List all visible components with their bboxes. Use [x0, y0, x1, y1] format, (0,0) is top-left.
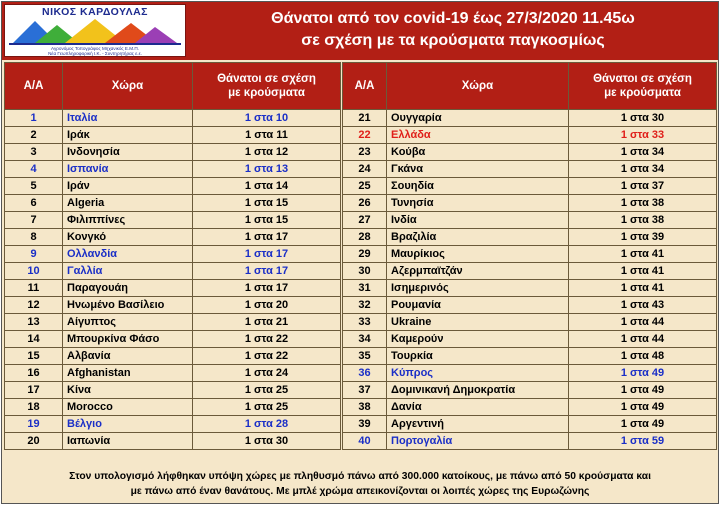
cell-ratio: 1 στα 15 [193, 212, 341, 229]
column-header-id: Α/Α [343, 63, 387, 110]
column-header-country: Χώρα [387, 63, 569, 110]
cell-ratio: 1 στα 28 [193, 416, 341, 433]
cell-ratio: 1 στα 13 [193, 161, 341, 178]
page-subtitle: σε σχέση με τα κρούσματα παγκοσμίως [301, 32, 605, 49]
cell-ratio: 1 στα 17 [193, 229, 341, 246]
cell-ratio: 1 στα 10 [193, 110, 341, 127]
cell-country: Τουρκία [387, 348, 569, 365]
column-header-ratio: Θάνατοι σε σχέση με κρούσματα [193, 63, 341, 110]
table-row [5, 382, 341, 399]
cell-country: Ιράκ [63, 127, 193, 144]
cell-ratio: 1 στα 14 [193, 178, 341, 195]
cell-country: Ισημερινός [387, 280, 569, 297]
cell-ratio: 1 στα 39 [569, 229, 717, 246]
cell-ratio: 1 στα 22 [193, 348, 341, 365]
cell-country: Ιταλία [63, 110, 193, 127]
page-title: Θάνατοι από τον covid-19 έως 27/3/2020 11.45ω [271, 10, 635, 27]
cell-country: Algeria [63, 195, 193, 212]
cell-country: Αζερμπαϊτζάν [387, 263, 569, 280]
cell-id: 18 [5, 399, 63, 416]
table-row [343, 433, 717, 450]
cell-id: 13 [5, 314, 63, 331]
cell-ratio: 1 στα 34 [569, 161, 717, 178]
cell-ratio: 1 στα 21 [193, 314, 341, 331]
table-row [5, 433, 341, 450]
cell-id: 39 [343, 416, 387, 433]
cell-id: 19 [5, 416, 63, 433]
cell-country: Ρουμανία [387, 297, 569, 314]
cell-country: Μαυρίκιος [387, 246, 569, 263]
table-row [343, 263, 717, 280]
cell-country: Κίνα [63, 382, 193, 399]
table-row [343, 365, 717, 382]
infographic-frame [1, 1, 719, 504]
footnote [4, 469, 716, 499]
cell-ratio: 1 στα 59 [569, 433, 717, 450]
cell-ratio: 1 στα 48 [569, 348, 717, 365]
cell-ratio: 1 στα 17 [193, 263, 341, 280]
cell-id: 29 [343, 246, 387, 263]
cell-id: 10 [5, 263, 63, 280]
cell-id: 8 [5, 229, 63, 246]
cell-id: 5 [5, 178, 63, 195]
cell-id: 15 [5, 348, 63, 365]
cell-ratio: 1 στα 49 [569, 416, 717, 433]
ranking-table-left [4, 62, 341, 450]
table-body-left [5, 110, 341, 450]
cell-id: 7 [5, 212, 63, 229]
cell-country: Ιράν [63, 178, 193, 195]
cell-id: 32 [343, 297, 387, 314]
cell-ratio: 1 στα 20 [193, 297, 341, 314]
cell-id: 34 [343, 331, 387, 348]
logo-subtitle-2: Νέα Γεωπληροφορική Ι.Κ. - Συντηρητήρας ε.ε. [48, 51, 142, 56]
cell-id: 23 [343, 144, 387, 161]
table-row [5, 195, 341, 212]
table-row [343, 246, 717, 263]
cell-country: Κύπρος [387, 365, 569, 382]
cell-ratio: 1 στα 11 [193, 127, 341, 144]
cell-country: Βέλγιο [63, 416, 193, 433]
cell-id: 31 [343, 280, 387, 297]
table-row [343, 161, 717, 178]
cell-id: 3 [5, 144, 63, 161]
table-row [5, 229, 341, 246]
logo-subtitle: Αγρονόμος Τοπογράφος Μηχανικός Ε.Μ.Π. [51, 46, 139, 51]
cell-ratio: 1 στα 49 [569, 399, 717, 416]
cell-country: Αλβανία [63, 348, 193, 365]
cell-ratio: 1 στα 30 [193, 433, 341, 450]
cell-country: Κούβα [387, 144, 569, 161]
cell-id: 26 [343, 195, 387, 212]
cell-ratio: 1 στα 25 [193, 399, 341, 416]
cell-country: Παραγουάη [63, 280, 193, 297]
table-row [5, 246, 341, 263]
table-row [343, 331, 717, 348]
cell-country: Αργεντινή [387, 416, 569, 433]
table-row [5, 144, 341, 161]
cell-id: 11 [5, 280, 63, 297]
cell-ratio: 1 στα 41 [569, 280, 717, 297]
cell-country: Κονγκό [63, 229, 193, 246]
cell-ratio: 1 στα 43 [569, 297, 717, 314]
logo-name: ΝΙΚΟΣ ΚΑΡΔΟΥΛΑΣ [42, 6, 148, 18]
cell-id: 16 [5, 365, 63, 382]
table-header-row [5, 63, 341, 110]
cell-country: Ηνωμένο Βασίλειο [63, 297, 193, 314]
cell-ratio: 1 στα 49 [569, 365, 717, 382]
author-logo [4, 4, 186, 57]
cell-ratio: 1 στα 33 [569, 127, 717, 144]
cell-id: 30 [343, 263, 387, 280]
cell-ratio: 1 στα 12 [193, 144, 341, 161]
cell-id: 6 [5, 195, 63, 212]
table-row [343, 297, 717, 314]
table-row [5, 416, 341, 433]
table-row [5, 178, 341, 195]
cell-ratio: 1 στα 30 [569, 110, 717, 127]
table-row [5, 212, 341, 229]
cell-ratio: 1 στα 44 [569, 314, 717, 331]
footnote-line-2: με πάνω από έναν θανάτους. Με μπλέ χρώμα απεικονίζονται οι λοιπές χώρες της Ευρωζώνης [130, 486, 590, 497]
cell-country: Afghanistan [63, 365, 193, 382]
table-row [5, 365, 341, 382]
cell-ratio: 1 στα 41 [569, 246, 717, 263]
table-row [343, 314, 717, 331]
cell-id: 27 [343, 212, 387, 229]
cell-id: 38 [343, 399, 387, 416]
table-row [5, 127, 341, 144]
table-row [343, 348, 717, 365]
table-row [343, 110, 717, 127]
cell-country: Morocco [63, 399, 193, 416]
table-row [343, 178, 717, 195]
cell-id: 17 [5, 382, 63, 399]
table-row [5, 297, 341, 314]
cell-ratio: 1 στα 25 [193, 382, 341, 399]
table-row [343, 399, 717, 416]
cell-country: Βραζιλία [387, 229, 569, 246]
cell-id: 35 [343, 348, 387, 365]
cell-ratio: 1 στα 44 [569, 331, 717, 348]
cell-id: 22 [343, 127, 387, 144]
cell-id: 1 [5, 110, 63, 127]
table-row [5, 348, 341, 365]
cell-country: Μπουρκίνα Φάσο [63, 331, 193, 348]
table-row [343, 212, 717, 229]
cell-country: Ολλανδία [63, 246, 193, 263]
table-body-right [343, 110, 717, 450]
cell-country: Ukraine [387, 314, 569, 331]
cell-country: Τυνησία [387, 195, 569, 212]
cell-id: 28 [343, 229, 387, 246]
cell-id: 33 [343, 314, 387, 331]
table-row [343, 195, 717, 212]
footnote-line-1: Στον υπολογισμό λήφθηκαν υπόψη χώρες με πληθυσμό πάνω από 300.000 κατοίκους, με πάνω από 50 κρούσματα και [69, 471, 651, 482]
cell-ratio: 1 στα 17 [193, 280, 341, 297]
cell-ratio: 1 στα 24 [193, 365, 341, 382]
cell-country: Ινδονησία [63, 144, 193, 161]
cell-id: 20 [5, 433, 63, 450]
table-header-row [343, 63, 717, 110]
table-row [343, 416, 717, 433]
cell-id: 24 [343, 161, 387, 178]
cell-country: Σουηδία [387, 178, 569, 195]
cell-country: Δανία [387, 399, 569, 416]
cell-country: Ιαπωνία [63, 433, 193, 450]
cell-id: 14 [5, 331, 63, 348]
table-row [343, 144, 717, 161]
cell-ratio: 1 στα 38 [569, 195, 717, 212]
cell-id: 40 [343, 433, 387, 450]
cell-ratio: 1 στα 17 [193, 246, 341, 263]
cell-country: Ελλάδα [387, 127, 569, 144]
cell-id: 25 [343, 178, 387, 195]
cell-country: Αίγυπτος [63, 314, 193, 331]
column-header-id: Α/Α [5, 63, 63, 110]
ranking-table-right [342, 62, 717, 450]
cell-id: 4 [5, 161, 63, 178]
table-row [343, 382, 717, 399]
cell-ratio: 1 στα 15 [193, 195, 341, 212]
cell-ratio: 1 στα 49 [569, 382, 717, 399]
cell-id: 21 [343, 110, 387, 127]
table-row [5, 331, 341, 348]
table-row [343, 127, 717, 144]
table-row [5, 280, 341, 297]
cell-country: Γκάνα [387, 161, 569, 178]
cell-country: Γαλλία [63, 263, 193, 280]
cell-ratio: 1 στα 37 [569, 178, 717, 195]
cell-country: Φιλιππίνες [63, 212, 193, 229]
cell-id: 9 [5, 246, 63, 263]
table-row [5, 161, 341, 178]
table-row [343, 229, 717, 246]
cell-country: Ουγγαρία [387, 110, 569, 127]
cell-ratio: 1 στα 34 [569, 144, 717, 161]
table-row [5, 314, 341, 331]
table-row [5, 399, 341, 416]
cell-country: Καμερούν [387, 331, 569, 348]
cell-country: Ινδία [387, 212, 569, 229]
cell-country: Ισπανία [63, 161, 193, 178]
cell-ratio: 1 στα 38 [569, 212, 717, 229]
cell-id: 2 [5, 127, 63, 144]
cell-id: 37 [343, 382, 387, 399]
table-row [5, 263, 341, 280]
table-row [5, 110, 341, 127]
cell-id: 12 [5, 297, 63, 314]
table-row [343, 280, 717, 297]
cell-ratio: 1 στα 41 [569, 263, 717, 280]
logo-graphic-icon [5, 17, 185, 46]
column-header-ratio: Θάνατοι σε σχέση με κρούσματα [569, 63, 717, 110]
column-header-country: Χώρα [63, 63, 193, 110]
cell-country: Δομινικανή Δημοκρατία [387, 382, 569, 399]
header-banner [2, 2, 718, 60]
cell-country: Πορτογαλία [387, 433, 569, 450]
cell-ratio: 1 στα 22 [193, 331, 341, 348]
cell-id: 36 [343, 365, 387, 382]
